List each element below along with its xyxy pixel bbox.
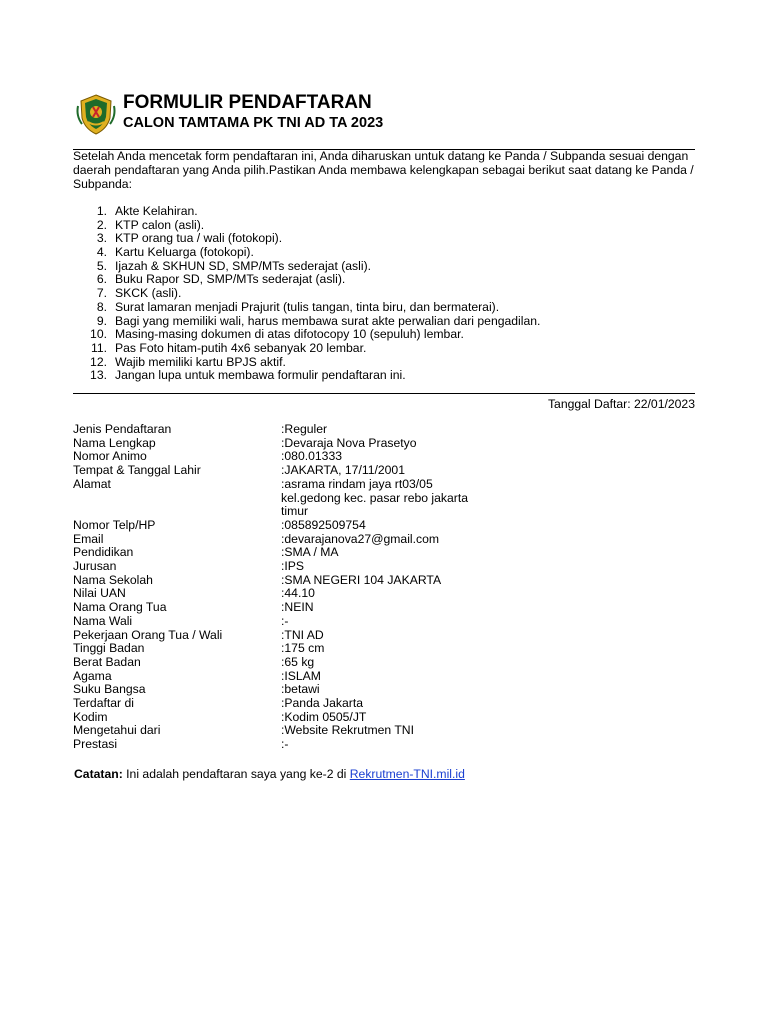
list-item [73, 369, 540, 383]
list-item-number: 4. [96, 245, 107, 260]
field-value: :Devaraja Nova Prasetyo [281, 435, 417, 450]
field-row [73, 738, 511, 752]
field-row [73, 697, 511, 711]
list-item-text: SKCK (asli). [115, 286, 182, 301]
divider-middle [73, 393, 695, 394]
field-row [73, 574, 511, 588]
field-row [73, 629, 511, 643]
field-value: :Panda Jakarta [281, 696, 363, 711]
field-row [73, 711, 511, 725]
list-item-number: 12. [90, 354, 107, 369]
form-subtitle: CALON TAMTAMA PK TNI AD TA 2023 [123, 115, 384, 131]
field-value: :TNI AD [281, 627, 324, 642]
field-value: :devarajanova27@gmail.com [281, 531, 440, 546]
list-item-number: 5. [96, 258, 107, 273]
list-item-number: 9. [96, 313, 107, 328]
field-value: :Kodim 0505/JT [281, 709, 367, 724]
field-label: Tinggi Badan [73, 641, 145, 656]
list-item-text: KTP calon (asli). [115, 217, 205, 232]
list-item-number: 3. [96, 231, 107, 246]
list-item [73, 260, 540, 274]
list-item-number: 7. [96, 286, 107, 301]
field-label: Suku Bangsa [73, 682, 146, 697]
rekrutmen-link[interactable]: Rekrutmen-TNI.mil.id [349, 767, 465, 781]
field-row [73, 560, 511, 574]
field-row [73, 423, 511, 437]
list-item-number: 6. [96, 272, 107, 287]
field-label: Berat Badan [73, 654, 141, 669]
list-item-text: Pas Foto hitam-putih 4x6 sebanyak 20 lembar. [115, 340, 367, 355]
list-item-number: 11. [90, 340, 107, 355]
field-value: :betawi [281, 682, 320, 697]
list-item-text: Ijazah & SKHUN SD, SMP/MTs sederajat (asli). [115, 258, 372, 273]
applicant-fields [73, 423, 511, 752]
field-row [73, 587, 511, 601]
list-item [73, 287, 540, 301]
field-value: :175 cm [281, 641, 325, 656]
field-label: Pendidikan [73, 545, 134, 560]
list-item [73, 246, 540, 260]
list-item-number: 13. [90, 368, 107, 383]
note-label: Catatan: [74, 767, 123, 781]
list-item-number: 1. [96, 204, 107, 218]
field-value: :- [281, 613, 289, 628]
list-item [73, 232, 540, 246]
field-row [73, 464, 511, 478]
field-label: Pekerjaan Orang Tua / Wali [73, 627, 223, 642]
field-label: Email [73, 531, 104, 546]
list-item [73, 328, 540, 342]
field-value: :IPS [281, 559, 305, 574]
field-label: Jurusan [73, 559, 117, 574]
field-value: :Website Rekrutmen TNI [281, 723, 414, 738]
field-label: Kodim [73, 709, 108, 724]
field-row [73, 656, 511, 670]
list-item-text: Wajib memiliki kartu BPJS aktif. [115, 354, 286, 369]
field-row [73, 437, 511, 451]
field-row [73, 670, 511, 684]
field-row [73, 601, 511, 615]
list-item-number: 2. [96, 217, 107, 232]
field-label: Agama [73, 668, 112, 683]
field-label: Nomor Telp/HP [73, 517, 156, 532]
list-item-number: 8. [96, 299, 107, 314]
field-value: :Reguler [281, 422, 328, 436]
field-label: Nama Orang Tua [73, 600, 167, 615]
note-line [74, 767, 465, 781]
field-label: Alamat [73, 476, 111, 491]
list-item-text: Buku Rapor SD, SMP/MTs sederajat (asli). [115, 272, 346, 287]
field-value: :085892509754 [281, 517, 366, 532]
field-label: Nomor Animo [73, 449, 147, 464]
field-value: :ISLAM [281, 668, 321, 683]
field-row [73, 615, 511, 629]
field-value: :asrama rindam jaya rt03/05 kel.gedong kec. pasar rebo jakarta timur [281, 476, 468, 519]
list-item [73, 273, 540, 287]
list-item-number: 10. [90, 327, 107, 342]
form-title: FORMULIR PENDAFTARAN [123, 92, 372, 113]
list-item [73, 205, 540, 219]
list-item [73, 315, 540, 329]
list-item [73, 219, 540, 233]
intro-paragraph: Setelah Anda mencetak form pendaftaran ini, Anda diharuskan untuk datang ke Panda / Subpanda sesuai dengan daerah pendaftaran yang Anda pilih.Pastikan Anda membawa kelengkapan sebagai berikut saat datang ke Panda / Subpanda: [73, 149, 694, 191]
list-item [73, 356, 540, 370]
field-value: :65 kg [281, 654, 315, 669]
field-label: Jenis Pendaftaran [73, 422, 172, 436]
field-label: Tempat & Tanggal Lahir [73, 463, 201, 478]
field-label: Nama Wali [73, 613, 133, 628]
field-row [73, 724, 511, 738]
field-row [73, 519, 511, 533]
list-item-text: Jangan lupa untuk membawa formulir pendaftaran ini. [115, 368, 406, 383]
field-value: :44.10 [281, 586, 315, 601]
field-row [73, 478, 511, 519]
list-item-text: Bagi yang memiliki wali, harus membawa surat akte perwalian dari pengadilan. [115, 313, 541, 328]
field-row [73, 642, 511, 656]
field-label: Prestasi [73, 737, 118, 752]
field-value: :080.01333 [281, 449, 342, 464]
field-row [73, 450, 511, 464]
field-value: :- [281, 737, 289, 752]
registration-date: Tanggal Daftar: 22/01/2023 [547, 397, 695, 411]
list-item [73, 301, 540, 315]
field-value: :SMA NEGERI 104 JAKARTA [281, 572, 442, 587]
list-item-text: Masing-masing dokumen di atas difotocopy 10 (sepuluh) lembar. [115, 327, 464, 342]
field-label: Mengetahui dari [73, 723, 161, 738]
field-value: :JAKARTA, 17/11/2001 [281, 463, 405, 478]
field-label: Nama Sekolah [73, 572, 153, 587]
note-text: Ini adalah pendaftaran saya yang ke-2 di [122, 767, 350, 781]
list-item-text: KTP orang tua / wali (fotokopi). [115, 231, 283, 246]
list-item [73, 342, 540, 356]
list-item-text: Surat lamaran menjadi Prajurit (tulis tangan, tinta biru, dan bermaterai). [115, 299, 500, 314]
list-item-text: Akte Kelahiran. [115, 204, 198, 218]
field-value: :NEIN [281, 600, 314, 615]
field-label: Nama Lengkap [73, 435, 156, 450]
field-label: Nilai UAN [73, 586, 126, 601]
field-value: :SMA / MA [281, 545, 339, 560]
list-item-text: Kartu Keluarga (fotokopi). [115, 245, 254, 260]
field-row [73, 683, 511, 697]
requirements-list [73, 205, 540, 383]
tni-ad-emblem-icon [74, 92, 118, 136]
field-row [73, 533, 511, 547]
field-row [73, 546, 511, 560]
field-label: Terdaftar di [73, 696, 134, 711]
